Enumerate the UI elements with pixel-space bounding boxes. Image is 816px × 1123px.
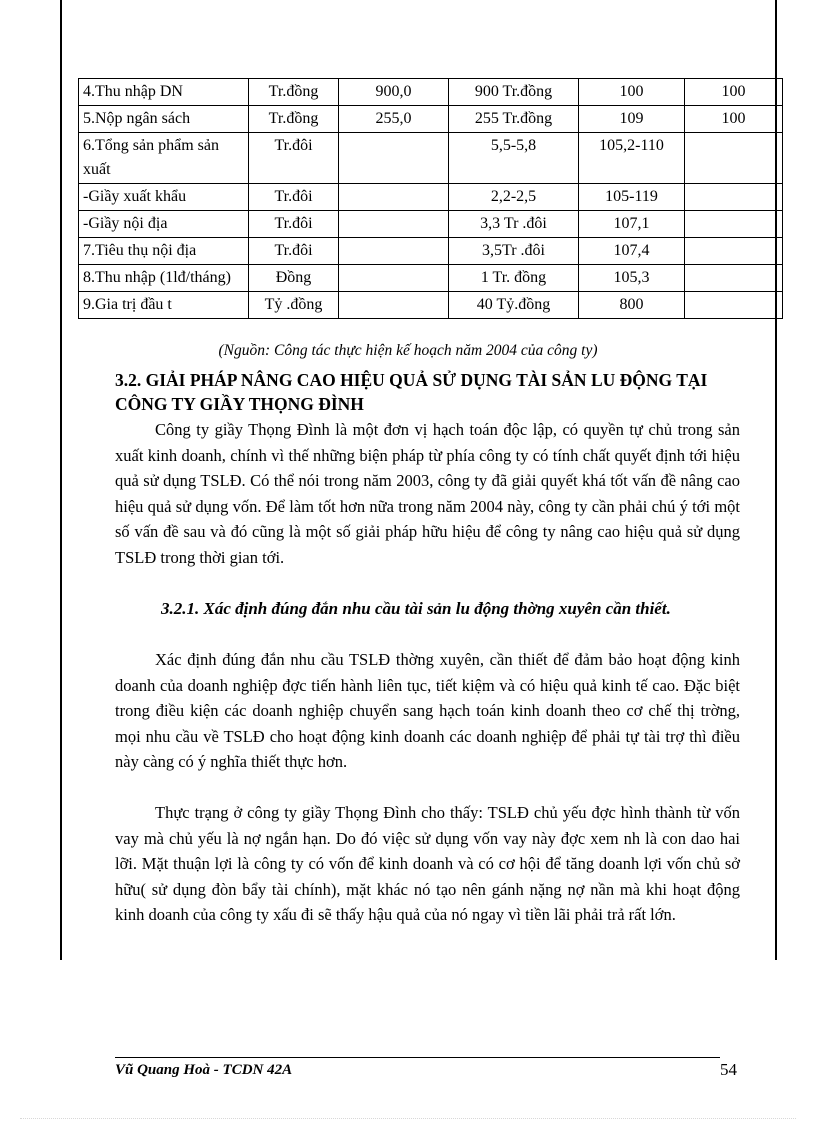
table-cell: 9.Gia trị đầu t [79,292,249,319]
table-row [79,238,783,265]
table-cell: 8.Thu nhập (1lđ/tháng) [79,265,249,292]
table-source-note: (Nguồn: Công tác thực hiện kế hoạch năm 2004 của công ty) [218,342,598,359]
table-cell: 100 [685,79,783,106]
table-cell: 900,0 [339,79,449,106]
table-cell [339,292,449,319]
plan-table [78,78,783,319]
table-cell: Tr.đôi [249,238,339,265]
table-cell [339,211,449,238]
table-row [79,133,783,184]
table-cell: 5.Nộp ngân sách [79,106,249,133]
table-cell: 3,3 Tr .đôi [449,211,579,238]
table-row [79,79,783,106]
table-cell: -Giầy xuất khẩu [79,184,249,211]
table-cell: 7.Tiêu thụ nội địa [79,238,249,265]
table-cell [339,184,449,211]
table-cell: 6.Tổng sản phẩm sản xuất [79,133,249,184]
table-cell: Tr.đồng [249,106,339,133]
table-row [79,211,783,238]
table-cell: 40 Tỷ.đồng [449,292,579,319]
section-heading: 3.2. GIẢI PHÁP NÂNG CAO HIỆU QUẢ SỬ DỤNG TÀI SẢN LU ĐỘNG TẠI CÔNG TY GIẦY THỌNG ĐÌNH [115,370,708,414]
table-cell [685,292,783,319]
page-number: 54 [720,1060,737,1079]
table-cell [339,265,449,292]
table-cell: 800 [579,292,685,319]
table-cell: -Giầy nội địa [79,211,249,238]
table-cell [685,133,783,184]
table-cell: Đồng [249,265,339,292]
paragraph-intro: Công ty giầy Thọng Đình là một đơn vị hạch toán độc lập, có quyền tự chủ trong sản xuất kinh doanh, chính vì thế những biện pháp từ phía công ty có tính chất quyết định tới hiệu quả sử dụng TSLĐ. Có thể nói trong năm 2003, công ty đã giải quyết khá tốt vấn đề nâng cao hiệu quả sử dụng vốn. Để làm tốt hơn nữa trong năm 2004 này, công ty cần phải chú ý tới một số vấn đề sau và đó cũng là một số giải pháp hữu hiệu để công ty nâng cao hiệu quả sử dụng TSLĐ trong thời gian tới. [115,420,740,567]
bottom-dotted-line [20,1118,796,1119]
table-cell: 2,2-2,5 [449,184,579,211]
left-page-border [60,0,62,960]
table-cell: 3,5Tr .đôi [449,238,579,265]
table-cell: 4.Thu nhập DN [79,79,249,106]
table-row [79,106,783,133]
table-cell [339,133,449,184]
table-cell [685,265,783,292]
table-cell [339,238,449,265]
table-cell: 105,2-110 [579,133,685,184]
table-cell: Tr.đôi [249,211,339,238]
table-cell: 109 [579,106,685,133]
table-cell: 105,3 [579,265,685,292]
table-cell: Tr.đôi [249,184,339,211]
table-cell: 107,1 [579,211,685,238]
table-cell: 900 Tr.đồng [449,79,579,106]
table-cell [685,211,783,238]
table-cell: 1 Tr. đồng [449,265,579,292]
table-row [79,184,783,211]
paragraph-working-capital-needs: Xác định đúng đắn nhu cầu TSLĐ thờng xuyên, cần thiết để đảm bảo hoạt động kinh doanh của doanh nghiệp đợc tiến hành liên tục, tiết kiệm và có hiệu quả kinh tế cao. Đặc biệt trong điều kiện các doanh nghiệp chuyển sang hạch toán kinh doanh theo cơ chế thị trờng, mọi nhu cầu về TSLĐ cho hoạt động kinh doanh các doanh nghiệp để phải tự tài trợ thì điều này càng có ý nghĩa thiết thực hơn. [115,650,740,772]
table-cell: 255,0 [339,106,449,133]
table-cell: 255 Tr.đồng [449,106,579,133]
table-cell: 5,5-5,8 [449,133,579,184]
table-cell: Tr.đôi [249,133,339,184]
table-cell: Tr.đồng [249,79,339,106]
table-row [79,292,783,319]
table-row [79,265,783,292]
table-cell: 105-119 [579,184,685,211]
plan-table-body [79,79,783,319]
table-cell: 107,4 [579,238,685,265]
footer-rule [115,1057,720,1058]
table-cell: 100 [685,106,783,133]
footer-author: Vũ Quang Hoà - TCDN 42A [115,1062,293,1078]
table-cell [685,184,783,211]
table-cell [685,238,783,265]
subsection-heading: 3.2.1. Xác định đúng đắn nhu cầu tài sản lu động thờng xuyên cần thiết. [161,599,671,618]
table-cell: Tỷ .đồng [249,292,339,319]
table-cell: 100 [579,79,685,106]
paragraph-current-situation: Thực trạng ở công ty giầy Thọng Đình cho thấy: TSLĐ chủ yếu đợc hình thành từ vốn vay mà chủ yếu là nợ ngắn hạn. Do đó việc sử dụng vốn vay này đợc xem nh là con dao hai lỡi. Mặt thuận lợi là công ty có vốn để kinh doanh và có cơ hội để tăng doanh lợi vốn chủ sở hữu( sử dụng đòn bẩy tài chính), mặt khác nó tạo nên gánh nặng nợ nần mà khi hoạt động kinh doanh của công ty xấu đi sẽ thấy hậu quả của nó ngay vì tiền lãi phải trả rất lớn. [115,803,740,925]
